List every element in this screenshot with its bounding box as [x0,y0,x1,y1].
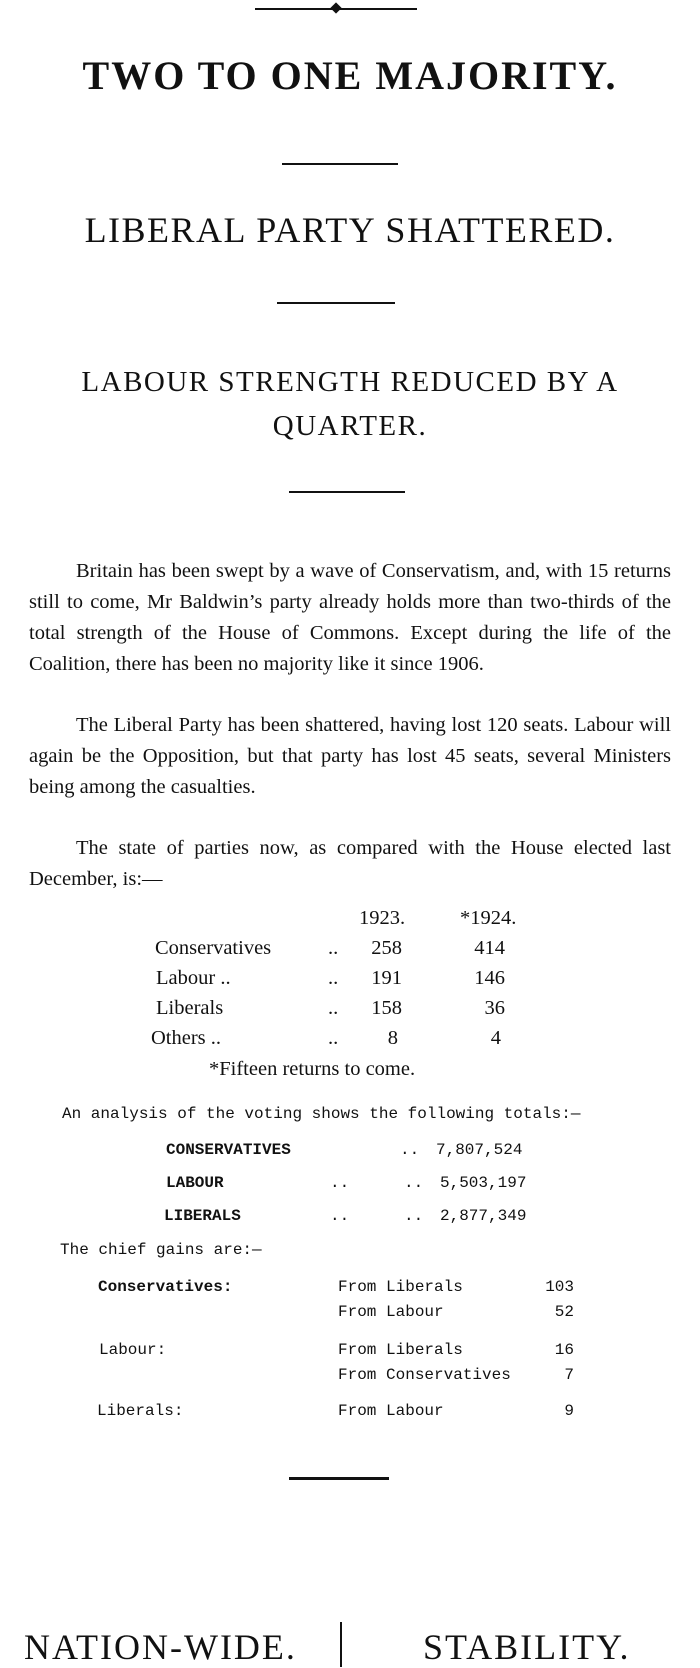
divider-4 [289,1477,389,1480]
divider-3 [289,491,405,493]
headline-labour-line2: QUARTER. [272,410,428,442]
gains-intro: The chief gains are:— [60,1241,262,1259]
party-dots: .. [328,967,339,989]
gains-party: Conservatives: [98,1278,233,1296]
bottom-heading-left: NATION-WIDE. [24,1627,297,1667]
voting-dots: .. [330,1174,350,1192]
party-dots: .. [328,937,339,959]
gains-count: 9 [564,1402,574,1420]
top-ornament [255,0,417,20]
party-name: Labour .. [156,967,231,989]
seats-1924: 4 [490,1027,501,1049]
paragraph-1: Britain has been swept by a wave of Conservatism, and, with 15 returns still to come, Mr Baldwin’s party already holds more than two-thirds of the total strength of the House of Commons. Except during the life of the Coalition, there has been no majority like it since 1906. [29,560,671,675]
seats-1923: 191 [371,967,402,989]
voting-party: LIBERALS [164,1207,241,1225]
seats-1924: 36 [484,997,505,1019]
voting-dots: .. [404,1174,424,1192]
gains-party: Liberals: [97,1402,184,1420]
gains-from: From Labour [338,1402,444,1420]
gains-from: From Liberals [338,1278,463,1296]
col-header-1923: 1923. [359,907,406,929]
gains-from: From Liberals [338,1341,463,1359]
headline-liberal: LIBERAL PARTY SHATTERED. [84,210,616,250]
voting-total: 7,807,524 [436,1141,523,1159]
gains-count: 16 [554,1341,574,1359]
gains-party: Labour: [99,1341,167,1359]
voting-dots: .. [400,1141,420,1159]
seats-1923: 8 [387,1027,398,1049]
voting-party: CONSERVATIVES [166,1141,291,1159]
divider-1 [282,163,398,165]
gains-count: 103 [545,1278,574,1296]
party-name: Conservatives [155,937,272,959]
seats-1924: 414 [474,937,505,959]
bottom-heading-right: STABILITY. [423,1627,631,1667]
headline-main: TWO TO ONE MAJORITY. [82,53,618,98]
gains-from: From Conservatives [338,1366,511,1384]
voting-party: LABOUR [166,1174,224,1192]
seats-1923: 258 [371,937,402,959]
paragraph-3: The state of parties now, as compared with the House elected last December, is:— [29,837,671,890]
party-dots: .. [328,1027,339,1049]
gains-count: 7 [564,1366,574,1384]
voting-dots: .. [404,1207,424,1225]
voting-dots: .. [330,1207,350,1225]
voting-total: 2,877,349 [440,1207,527,1225]
divider-2 [277,302,395,304]
party-name: Others .. [151,1027,222,1049]
gains-from: From Labour [338,1303,444,1321]
gains-count: 52 [554,1303,574,1321]
voting-total: 5,503,197 [440,1174,527,1192]
paragraph-2: The Liberal Party has been shattered, having lost 120 seats. Labour will again be the Opposition, but that party has lost 45 seats, several Ministers being among the casualties. [29,714,671,798]
col-header-1924: *1924. [460,907,517,929]
seats-1923: 158 [371,997,402,1019]
headline-labour-line1: LABOUR STRENGTH REDUCED BY A [81,366,619,398]
voting-intro: An analysis of the voting shows the following totals:— [62,1105,581,1123]
column-divider [340,1622,342,1667]
footnote: *Fifteen returns to come. [209,1058,416,1080]
party-dots: .. [328,997,339,1019]
party-name: Liberals [156,997,224,1019]
seats-1924: 146 [474,967,505,989]
